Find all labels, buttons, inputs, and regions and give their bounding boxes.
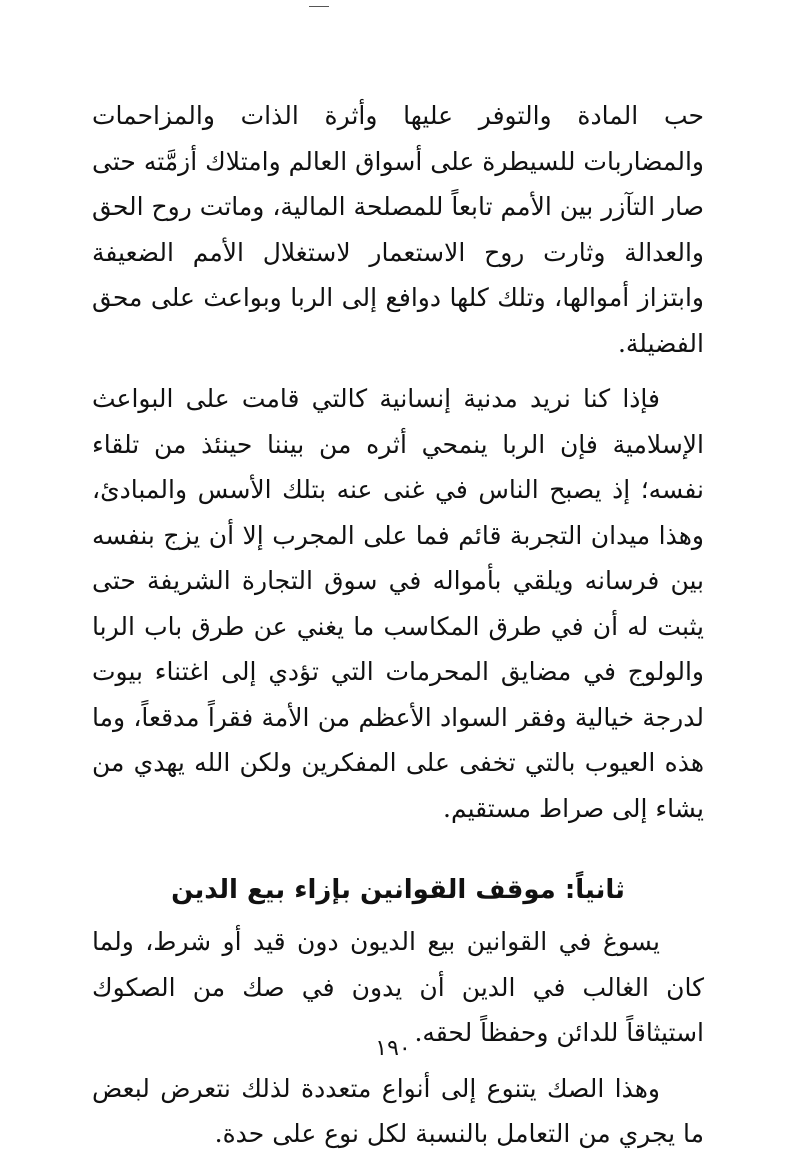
section-heading: ثانياً: موقف القوانين بإزاء بيع الدين	[171, 875, 625, 905]
page-number: ١٩٠	[375, 1036, 411, 1061]
paragraph-4: وهذا الصك يتنوع إلى أنواع متعددة لذلك نتعرض لبعض ما يجري من التعامل بالنسبة لكل نوع على حدة.	[92, 1073, 704, 1148]
top-rule	[309, 6, 329, 7]
page-body	[92, 93, 704, 1157]
paragraph-1: حب المادة والتوفر عليها وأثرة الذات والمزاحمات والمضاربات للسيطرة على أسواق العالم وامتلاك أزمَّته حتى صار التآزر بين الأمم تابعاً للمصلحة المالية، وماتت روح الحق والعدالة وثارت روح الاستعمار لاستغلال الأمم الضعيفة وابتزاز أموالها، وتلك كلها دوافع إلى الربا وبواعث على محق الفضيلة.	[92, 101, 704, 358]
paragraph-2: فإذا كنا نريد مدنية إنسانية كالتي قامت على البواعث الإسلامية فإن الربا ينمحي أثره من بيننا حينئذ من تلقاء نفسه؛ إذ يصبح الناس في غنى عنه بتلك الأسس والمبادئ، وهذا ميدان التجربة قائم فما على المجرب إلا أن يزج بنفسه بين فرسانه ويلقي بأمواله في سوق التجارة الشريفة حتى يثبت له أن في طرق المكاسب ما يغني عن طرق باب الربا والولوج في مضايق المحرمات التي تؤدي إلى اغتناء بيوت لدرجة خيالية وفقر السواد الأعظم من الأمة فقراً مدقعاً، وما هذه العيوب بالتي تخفى على المفكرين ولكن الله يهدي من يشاء إلى صراط مستقيم.	[92, 384, 704, 823]
paragraph-3: يسوغ في القوانين بيع الديون دون قيد أو شرط، ولما كان الغالب في الدين أن يدون في صك من الصكوك استيثاقاً للدائن وحفظاً لحقه.	[92, 927, 704, 1047]
